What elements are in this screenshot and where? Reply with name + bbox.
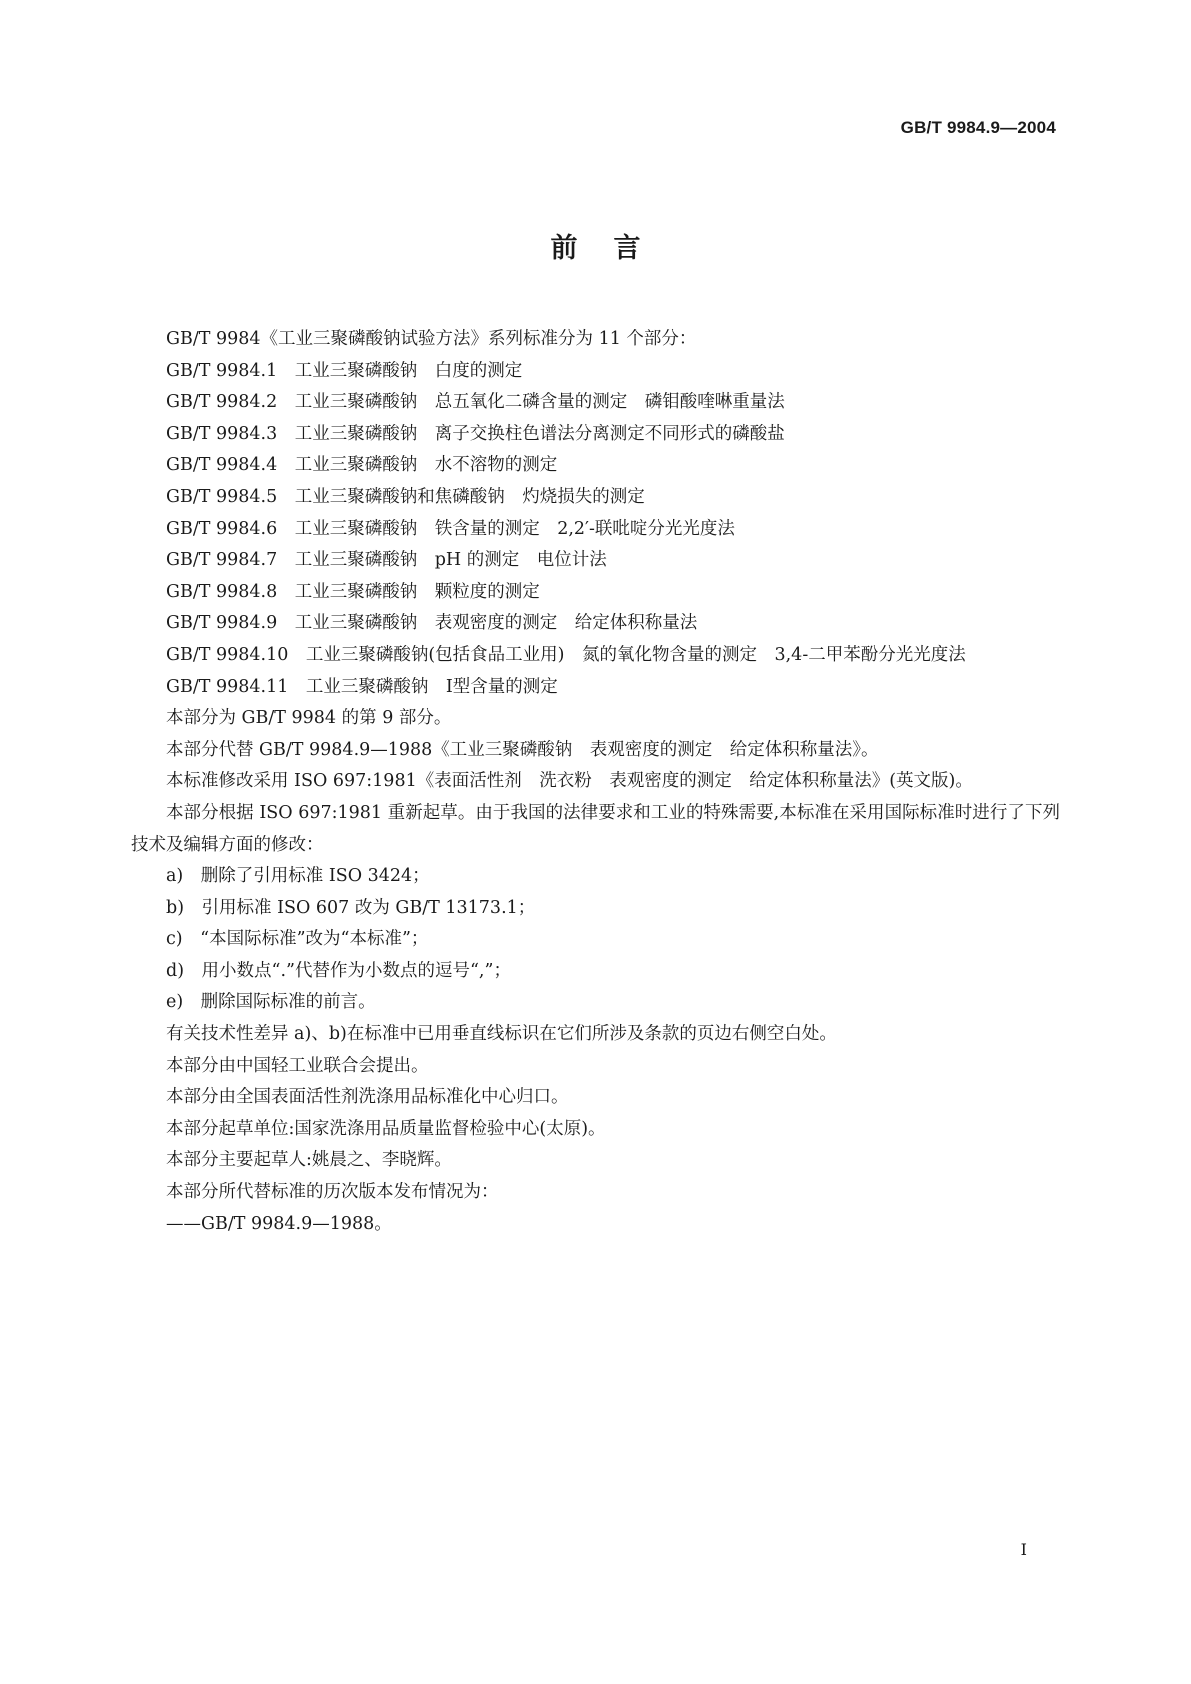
paragraph-proposed-by: 本部分由中国轻工业联合会提出。 (166, 1055, 429, 1076)
list-item-part-4: GB/T 9984.4 工业三聚磷酸钠 水不溶物的测定 (166, 455, 558, 476)
list-item-part-8: GB/T 9984.8 工业三聚磷酸钠 颗粒度的测定 (166, 581, 540, 602)
modification-item-b: b) 引用标准 ISO 607 改为 GB/T 13173.1； (166, 897, 536, 918)
paragraph-technical-differences: 有关技术性差异 a)、b)在标准中已用垂直线标识在它们所涉及条款的页边右侧空白处。 (166, 1024, 837, 1045)
paragraph-series-intro: GB/T 9984《工业三聚磷酸钠试验方法》系列标准分为 11 个部分： (166, 329, 697, 349)
modification-item-a: a) 删除了引用标准 ISO 3424； (166, 866, 430, 887)
paragraph-replaces: 本部分代替 GB/T 9984.9—1988《工业三聚磷酸钠 表观密度的测定 给定体积称量法》。 (166, 739, 879, 760)
paragraph-drafters: 本部分主要起草人:姚晨之、李晓辉。 (166, 1150, 452, 1171)
modification-item-c: c) “本国际标准”改为“本标准”； (166, 929, 429, 950)
list-item-part-9: GB/T 9984.9 工业三聚磷酸钠 表观密度的测定 给定体积称量法 (166, 613, 698, 634)
paragraph-drafting-unit: 本部分起草单位:国家洗涤用品质量监督检验中心(太原)。 (166, 1118, 606, 1139)
modification-item-e: e) 删除国际标准的前言。 (166, 992, 376, 1013)
list-item-part-3: GB/T 9984.3 工业三聚磷酸钠 离子交换柱色谱法分离测定不同形式的磷酸盐 (166, 423, 785, 444)
page-title: 前言 (550, 233, 677, 264)
list-item-part-7: GB/T 9984.7 工业三聚磷酸钠 pH 的测定 电位计法 (166, 550, 607, 571)
paragraph-history-item: ——GB/T 9984.9—1988。 (166, 1213, 392, 1234)
paragraph-part-number: 本部分为 GB/T 9984 的第 9 部分。 (166, 708, 452, 729)
foreword-body (131, 324, 1060, 1240)
list-item-part-1: GB/T 9984.1 工业三聚磷酸钠 白度的测定 (166, 360, 523, 381)
paragraph-managed-by: 本部分由全国表面活性剂洗涤用品标准化中心归口。 (166, 1087, 569, 1108)
list-item-part-10: GB/T 9984.10 工业三聚磷酸钠(包括食品工业用) 氮的氧化物含量的测定 3,4-二甲苯酚分光光度法 (166, 644, 966, 665)
standard-code: GB/T 9984.9—2004 (900, 118, 1056, 137)
list-item-part-5: GB/T 9984.5 工业三聚磷酸钠和焦磷酸钠 灼烧损失的测定 (166, 486, 645, 507)
paragraph-adoption: 本标准修改采用 ISO 697:1981《表面活性剂 洗衣粉 表观密度的测定 给定体积称量法》(英文版)。 (166, 771, 973, 792)
paragraph-redrafting: 本部分根据 ISO 697:1981 重新起草。由于我国的法律要求和工业的特殊需要,本标准在采用国际标准时进行了下列技术及编辑方面的修改： (131, 802, 1060, 855)
list-item-part-6: GB/T 9984.6 工业三聚磷酸钠 铁含量的测定 2,2′-联吡啶分光光度法 (166, 518, 735, 539)
page-number: I (1020, 1540, 1027, 1559)
list-item-part-11: GB/T 9984.11 工业三聚磷酸钠 Ⅰ型含量的测定 (166, 676, 558, 697)
paragraph-history-intro: 本部分所代替标准的历次版本发布情况为： (166, 1182, 499, 1203)
modification-item-d: d) 用小数点“.”代替作为小数点的逗号“,”； (166, 960, 511, 981)
list-item-part-2: GB/T 9984.2 工业三聚磷酸钠 总五氧化二磷含量的测定 磷钼酸喹啉重量法 (166, 392, 785, 413)
